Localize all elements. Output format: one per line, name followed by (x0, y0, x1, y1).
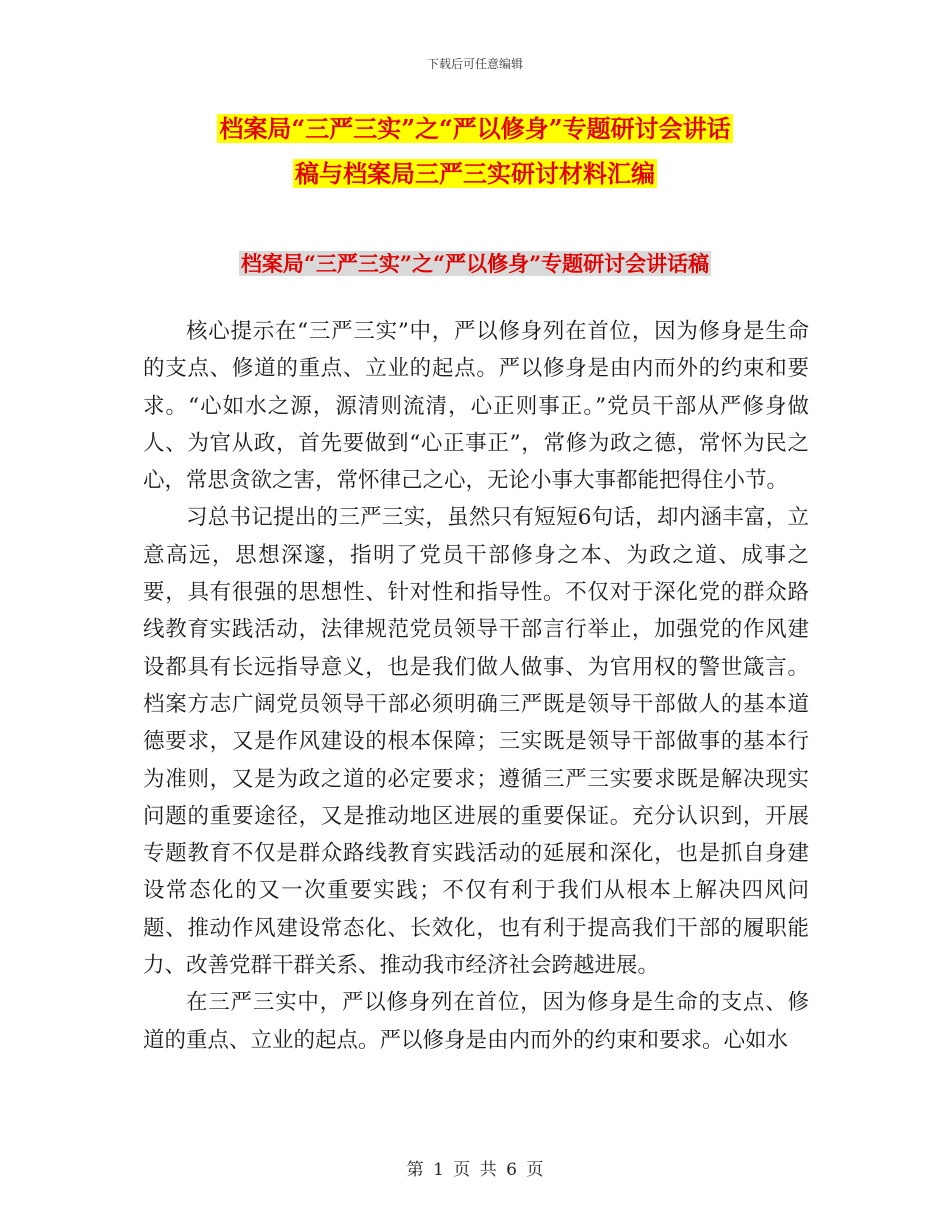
paragraph-1: 核心提示在“三严三实”中，严以修身列在首位，因为修身是生命的支点、修道的重点、立业的起点。严以修身是由内而外的约束和要求。“心如水之源，源清则流清，心正则事正。”党员干部从严修身做人、为官从政，首先要做到“心正事正”，常修为政之德，常怀为民之心，常思贪欲之害，常怀律己之心，无论小事大事都能把得住小节。 (143, 319, 809, 494)
document-title-line-2 (0, 158, 950, 190)
title-line-1-text: 档案局“三严三实”之“严以修身”专题研讨会讲话 (219, 114, 731, 143)
document-title-line-1 (0, 113, 950, 145)
page-footer: 第 1 页 共 6 页 (406, 1160, 544, 1180)
title-line-2-text: 稿与档案局三严三实研讨材料汇编 (295, 159, 655, 188)
paragraph-2: 习总书记提出的三严三实，虽然只有短短6句话，却内涵丰富，立意高远，思想深邃，指明了党员干部修身之本、为政之道、成事之要，具有很强的思想性、针对性和指导性。不仅对于深化党的群众路线教育实践活动，法律规范党员领导干部言行举止，加强党的作风建设都具有长远指导意义，也是我们做人做事、为官用权的警世箴言。档案方志广阔党员领导干部必须明确三严既是领导干部做人的基本道德要求，又是作风建设的根本保障；三实既是领导干部做事的基本行为准则，又是为政之道的必定要求；遵循三严三实要求既是解决现实问题的重要途径，又是推动地区进展的重要保证。充分认识到，开展专题教育不仅是群众路线教育实践活动的延展和深化，也是抓自身建设常态化的又一次重要实践；不仅有利于我们从根本上解决四风问题、推动作风建设常态化、长效化，也有利于提高我们干部的履职能力、改善党群干群关系、推动我市经济社会跨越进展。 (143, 505, 809, 979)
body-text (143, 313, 809, 1059)
paragraph-3: 在三严三实中，严以修身列在首位，因为修身是生命的支点、修道的重点、立业的起点。严以修身是由内而外的约束和要求。心如水 (143, 990, 809, 1053)
header-note: 下载后可任意编辑 (426, 57, 523, 71)
section-title-text: 档案局“三严三实”之“严以修身”专题研讨会讲话稿 (240, 251, 710, 276)
section-title (0, 248, 950, 278)
